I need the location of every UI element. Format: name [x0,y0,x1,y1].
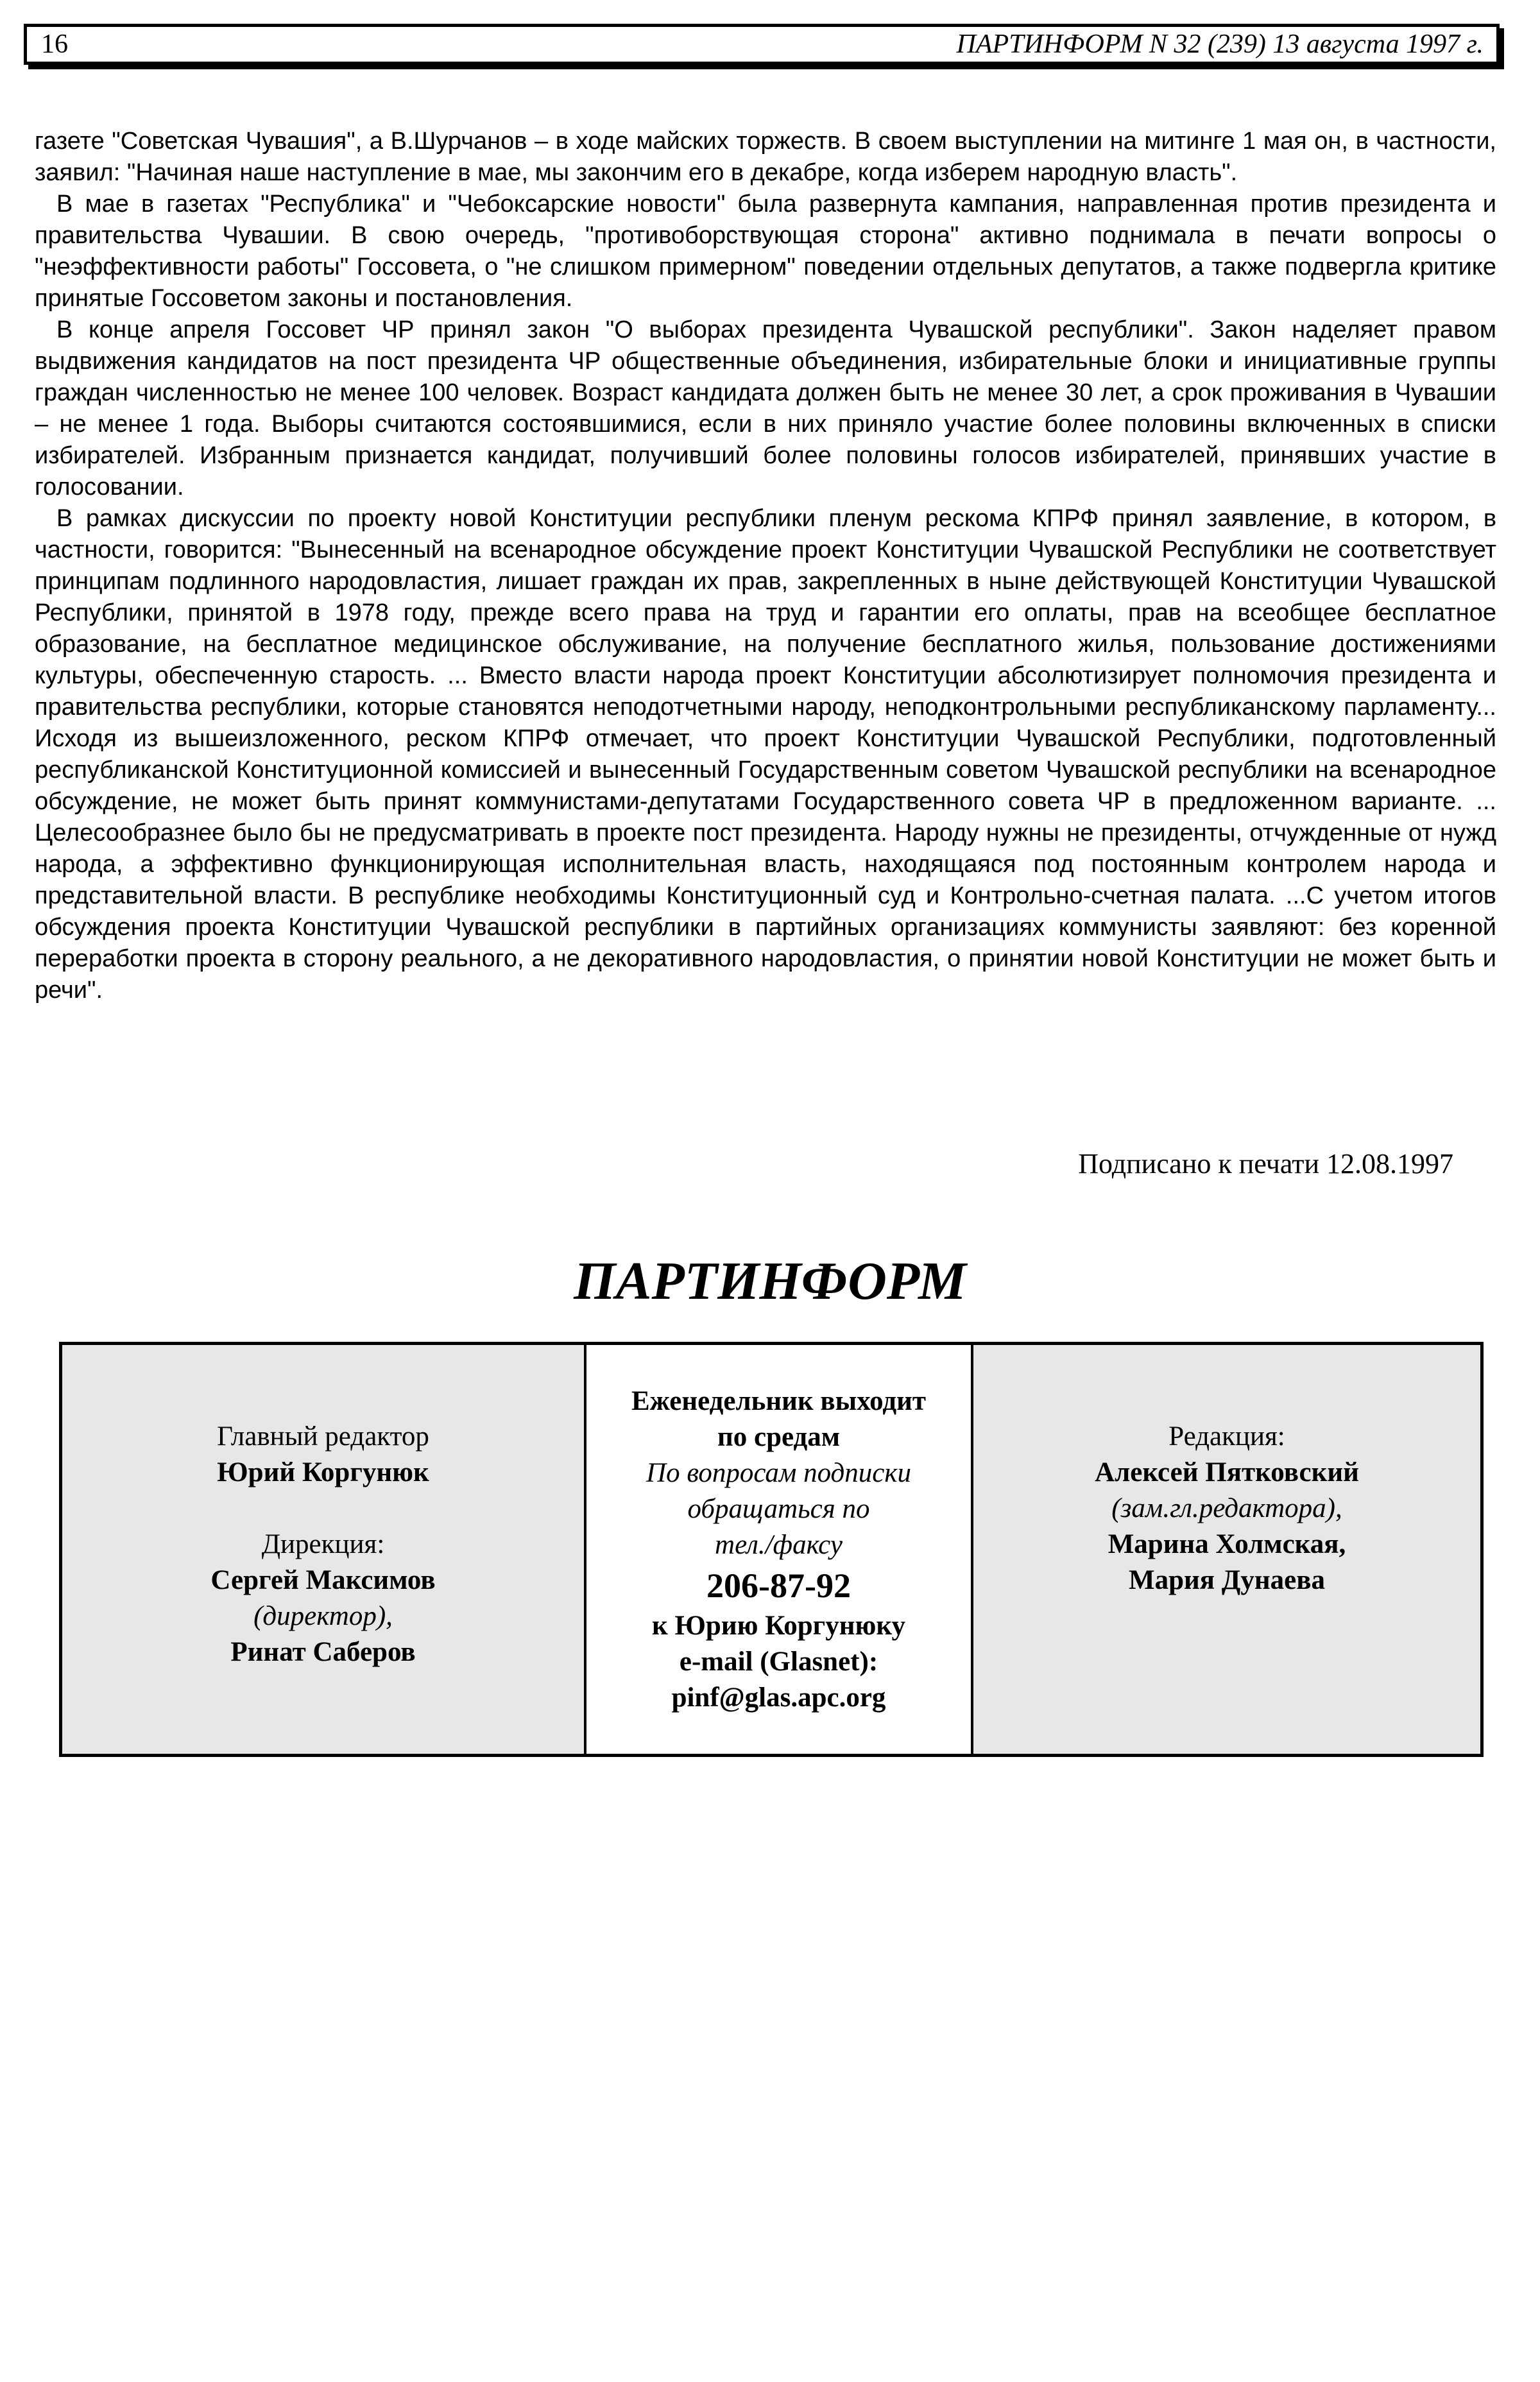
editor-name: Юрий Коргунюк [217,1457,429,1487]
masthead-title: ПАРТИНФОРМ [574,1251,966,1311]
article-body [35,126,1496,1006]
editorial-role-1: (зам.гл.редактора), [1111,1493,1342,1523]
article-paragraph: газете "Советская Чувашия", а В.Шурчанов – в ходе майских торжеств. В своем выступлении на митинге 1 мая он, в частности, заявил: "Начиная наше наступление в мае, мы закончим его в декабре, когда изберем народную власть". [35,128,1496,186]
second-director-name: Ринат Саберов [230,1637,416,1667]
issue-title: ПАРТИНФОРМ N 32 (239) 13 августа 1997 г. [956,30,1484,59]
editorial-name-3: Мария Дунаева [1129,1565,1325,1595]
director-role: (директор), [253,1601,393,1631]
contact-person: к Юрию Коргунюку [651,1611,906,1641]
editorial-label: Редакция: [1168,1421,1285,1452]
email-label: e-mail (Glasnet): [679,1647,878,1677]
signed-to-print: Подписано к печати 12.08.1997 [1078,1148,1453,1179]
article-paragraph: В мае в газетах "Республика" и "Чебоксарские новости" была развернута кампания, направленная против президента и правительства Чувашии. В свою очередь, "противоборствующая сторона" активно поднимала в печати вопросы о "неэффективности работы" Госсовета, о "не слишком примерном" поведении отдельных депутатов, а также подвергла критике принятые Госсоветом законы и постановления. [35,191,1496,312]
subscription-line-2: обращаться по [687,1494,870,1524]
weekly-line: Еженедельник выходит [631,1386,927,1416]
article-paragraph: В конце апреля Госсовет ЧР принял закон "О выборах президента Чувашской республики". Закон наделяет правом выдвижения кандидатов на пост президента ЧР общественные объединения, избирательные блоки и инициативные группы граждан численностью не менее 100 человек. Возраст кандидата должен быть не менее 30 лет, а срок проживания в Чувашии – не менее 1 года. Выборы считаются состоявшимися, если в них приняло участие более половины включенных в списки избирателей. Избранным признается кандидат, получивший более половины голосов избирателей, принявших участие в голосовании. [35,316,1496,501]
page-number: 16 [41,30,68,59]
editorial-name-2: Марина Холмская, [1108,1529,1346,1559]
editor-label: Главный редактор [217,1421,429,1452]
masthead-box [59,1342,1484,1757]
masthead-left-column [62,1345,586,1754]
editorial-name-1: Алексей Пятковский [1095,1457,1359,1487]
masthead-right-column [973,1345,1480,1754]
page-header [24,24,1500,65]
email-address: pinf@glas.apc.org [671,1683,886,1713]
subscription-line: По вопросам подписки [646,1458,911,1488]
director-name: Сергей Максимов [210,1565,436,1595]
article-paragraph: В рамках дискуссии по проекту новой Конституции республики пленум рескома КПРФ принял заявление, в котором, в частности, говорится: "Вынесенный на всенародное обсуждение проект Конституции Чувашской Республики не соответствует принципам подлинного народовластия, лишает граждан их прав, закрепленных в ныне действующей Конституции Чувашской Республики, принятой в 1978 году, прежде всего права на труд и гарантии его оплаты, прав на всеобщее бесплатное образование, на бесплатное медицинское обслуживание, на получение бесплатного жилья, пользование достижениями культуры, обеспеченную старость. ... Вместо власти народа проект Конституции абсолютизирует полномочия президента и правительства республики, которые становятся неподотчетными народу, неподконтрольными республиканскому парламенту... Исходя из вышеизложенного, реском КПРФ отмечает, что проект Конституции Чувашской Республики, подготовленный республиканской Конституционной комиссией и вынесенный Государственным советом Чувашской республики на всенародное обсуждение, не может быть принят коммунистами-депутатами Государственного совета ЧР в предложенном варианте. ... Целесообразнее было бы не предусматривать в проекте пост президента. Народу нужны не президенты, отчужденные от нужд народа, а эффективно функционирующая исполнительная власть, находящаяся под постоянным контролем народа и представительной власти. В республике необходимы Конституционный суд и Контрольно-счетная палата. ...С учетом итогов обсуждения проекта Конституции Чувашской республики в партийных организациях коммунисты заявляют: без коренной переработки проекта в сторону реального, а не декоративного народовластия, о принятии новой Конституции не может быть и речи". [35,505,1496,1004]
direction-label: Дирекция: [261,1529,385,1559]
weekly-day: по средам [717,1422,841,1452]
masthead-middle-column [586,1345,973,1754]
phone-number: 206-87-92 [706,1566,851,1605]
subscription-line-3: тел./факсу [715,1530,843,1560]
